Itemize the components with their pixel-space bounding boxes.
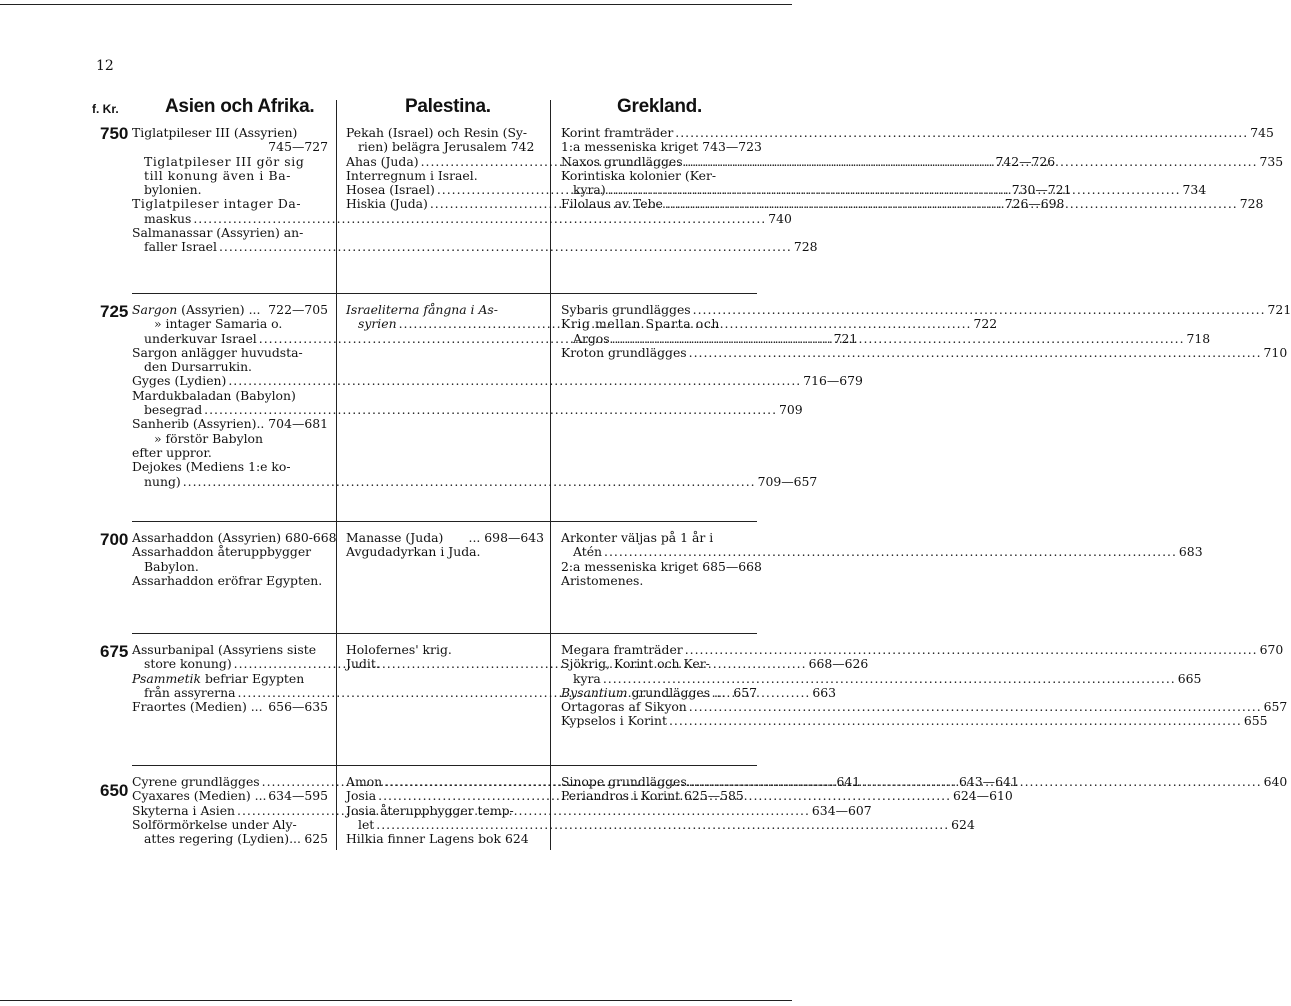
entry: Arkonter väljas på 1 år i bbox=[561, 530, 714, 545]
entry: Interregnum i Israel. bbox=[346, 167, 478, 183]
entry: Dejokes (Mediens 1:e ko- bbox=[132, 459, 291, 475]
year-label-700: 700 bbox=[100, 530, 129, 549]
entry: Mardukbaladan (Babylon) bbox=[132, 387, 296, 403]
entry: bylonien. bbox=[144, 182, 202, 198]
entry: Krig mellan Sparta och bbox=[561, 316, 720, 332]
entry: attes regering (Lydien)... 625 bbox=[144, 831, 328, 847]
entry: Sargon anlägger huvudsta- bbox=[132, 344, 303, 360]
entry: » intager Samaria o. bbox=[154, 316, 283, 332]
entry: Tiglatpileser intager Da- bbox=[132, 196, 302, 212]
entry: Josia ..... 624—610 bbox=[346, 789, 544, 803]
entries-675-greece bbox=[561, 642, 1288, 729]
entry: Psammetik befriar Egypten bbox=[132, 670, 305, 686]
entries-675-palestine bbox=[346, 643, 544, 672]
entry: Fraortes (Medien) ... 656—635 bbox=[132, 699, 328, 715]
year-label-675: 675 bbox=[100, 642, 129, 661]
entry: underkuvar Israel ..... 721 bbox=[132, 332, 328, 346]
entry: » förstör Babylon bbox=[154, 430, 263, 446]
entry: Tiglatpileser III (Assyrien) bbox=[132, 125, 298, 140]
entry: Sargon (Assyrien) ... 722—705 bbox=[132, 302, 328, 317]
entry: Assarhaddon (Assyrien) 680-668 bbox=[132, 530, 337, 545]
entry: Kypselos i Korint ..... 655 bbox=[561, 714, 757, 728]
entry: Cyrene grundlägges ..... 641 bbox=[132, 775, 328, 789]
bottom-border-line bbox=[0, 1000, 792, 1001]
entry: Amon ..... 643—641 bbox=[346, 775, 544, 789]
entry: Pekah (Israel) och Resin (Sy- bbox=[346, 125, 528, 140]
entries-700-greece bbox=[561, 530, 1203, 588]
entry: Aristomenes. bbox=[561, 572, 644, 588]
year-label-650: 650 bbox=[100, 781, 129, 800]
entry: kyra) ..... 734 bbox=[561, 183, 757, 197]
entries-700-asia bbox=[132, 530, 337, 588]
entry: Filolaus av Tebe ..... 728 bbox=[561, 197, 757, 211]
top-border-line bbox=[0, 4, 792, 5]
entry: Argos ..... 718 bbox=[561, 332, 757, 346]
entry: Salmanassar (Assyrien) an- bbox=[132, 225, 304, 241]
column-header-palestine: Palestina. bbox=[405, 96, 491, 117]
entry: Ahas (Juda) ..... 742—726 bbox=[346, 155, 544, 169]
entry: Josia återuppbygger temp- bbox=[346, 802, 514, 818]
entry: Babylon. bbox=[144, 558, 199, 574]
entry: Megara framträder ..... 670 bbox=[561, 643, 757, 657]
entry: 2:a messeniska kriget 685—668 bbox=[561, 558, 762, 574]
column-header-greece: Grekland. bbox=[617, 96, 702, 117]
column-header-asia: Asien och Afrika. bbox=[165, 96, 315, 117]
entry: rien) belägra Jerusalem 742 bbox=[358, 139, 535, 155]
entry: Cyaxares (Medien) ... 634—595 bbox=[132, 788, 328, 804]
entry: syrien ..... 722 bbox=[346, 317, 544, 331]
entry: Korintiska kolonier (Ker- bbox=[561, 167, 717, 183]
entry: faller Israel ..... 728 bbox=[132, 240, 328, 254]
entry: store konung) ..... 668—626 bbox=[132, 657, 328, 671]
year-label-750: 750 bbox=[100, 124, 129, 143]
entry: Sybaris grundlägges ..... 721 bbox=[561, 303, 757, 317]
entry: Avgudadyrkan i Juda. bbox=[346, 544, 481, 560]
year-column-header: f. Kr. bbox=[92, 102, 119, 116]
entry: Hiskia (Juda) ..... 726—698 bbox=[346, 197, 544, 211]
entry: Naxos grundlägges ..... 735 bbox=[561, 155, 757, 169]
page-number: 12 bbox=[96, 58, 114, 74]
entry: Bysantium grundlägges ... 657 bbox=[561, 684, 757, 700]
entry: Korint framträder ..... 745 bbox=[561, 126, 757, 140]
entry: let ..... 624 bbox=[346, 818, 544, 832]
entry: nung) ..... 709—657 bbox=[132, 475, 328, 489]
entries-700-palestine bbox=[346, 531, 544, 560]
entry: Tiglatpileser III gör sig bbox=[144, 153, 305, 169]
entry: maskus ..... 740 bbox=[132, 212, 328, 226]
entry: kyra ..... 665 bbox=[561, 672, 757, 686]
entry: den Dursarrukin. bbox=[144, 359, 252, 375]
entry: Israeliterna fångna i As- bbox=[346, 302, 498, 317]
entry: besegrad ..... 709 bbox=[132, 403, 328, 417]
entry: från assyrerna ..... 663 bbox=[132, 686, 328, 700]
entry: Sjökrig, Korint och Ker- bbox=[561, 656, 710, 672]
entry: Solförmörkelse under Aly- bbox=[132, 816, 297, 832]
entry: Gyges (Lydien) ..... 716—679 bbox=[132, 374, 328, 388]
entry: Judit. bbox=[346, 656, 380, 672]
entry: Ortagoras af Sikyon ..... 657 bbox=[561, 700, 757, 714]
entry: Hilkia finner Lagens bok 624 bbox=[346, 831, 529, 847]
entry: Assarhaddon eröfrar Egypten. bbox=[132, 572, 323, 588]
entry: Kroton grundlägges ..... 710 bbox=[561, 346, 757, 360]
entry: till konung även i Ba- bbox=[144, 167, 292, 183]
entry: 745—727 bbox=[268, 139, 328, 155]
entry: Skyterna i Asien ..... 634—607 bbox=[132, 804, 328, 818]
row-divider-725 bbox=[132, 293, 757, 294]
row-divider-700 bbox=[132, 521, 757, 522]
entry: Assurbanipal (Assyriens siste bbox=[132, 642, 317, 657]
entry: Manasse (Juda) ... 698—643 bbox=[346, 530, 544, 545]
entry: Atén ..... 683 bbox=[561, 545, 757, 559]
entry: Periandros i Korint 625—585 bbox=[561, 788, 744, 804]
entry: Sanherib (Assyrien).. 704—681 bbox=[132, 416, 328, 432]
year-label-725: 725 bbox=[100, 302, 129, 321]
entry: efter uppror. bbox=[132, 444, 212, 460]
entry: Hosea (Israel) ..... 730—721 bbox=[346, 183, 544, 197]
row-divider-675 bbox=[132, 633, 757, 634]
row-divider-650 bbox=[132, 765, 757, 766]
entry: Sinope grundlägges ..... 640 bbox=[561, 775, 757, 789]
entry: Holofernes' krig. bbox=[346, 642, 452, 657]
entry: Assarhaddon återuppbygger bbox=[132, 544, 312, 560]
entry: 1:a messeniska kriget 743—723 bbox=[561, 139, 762, 155]
